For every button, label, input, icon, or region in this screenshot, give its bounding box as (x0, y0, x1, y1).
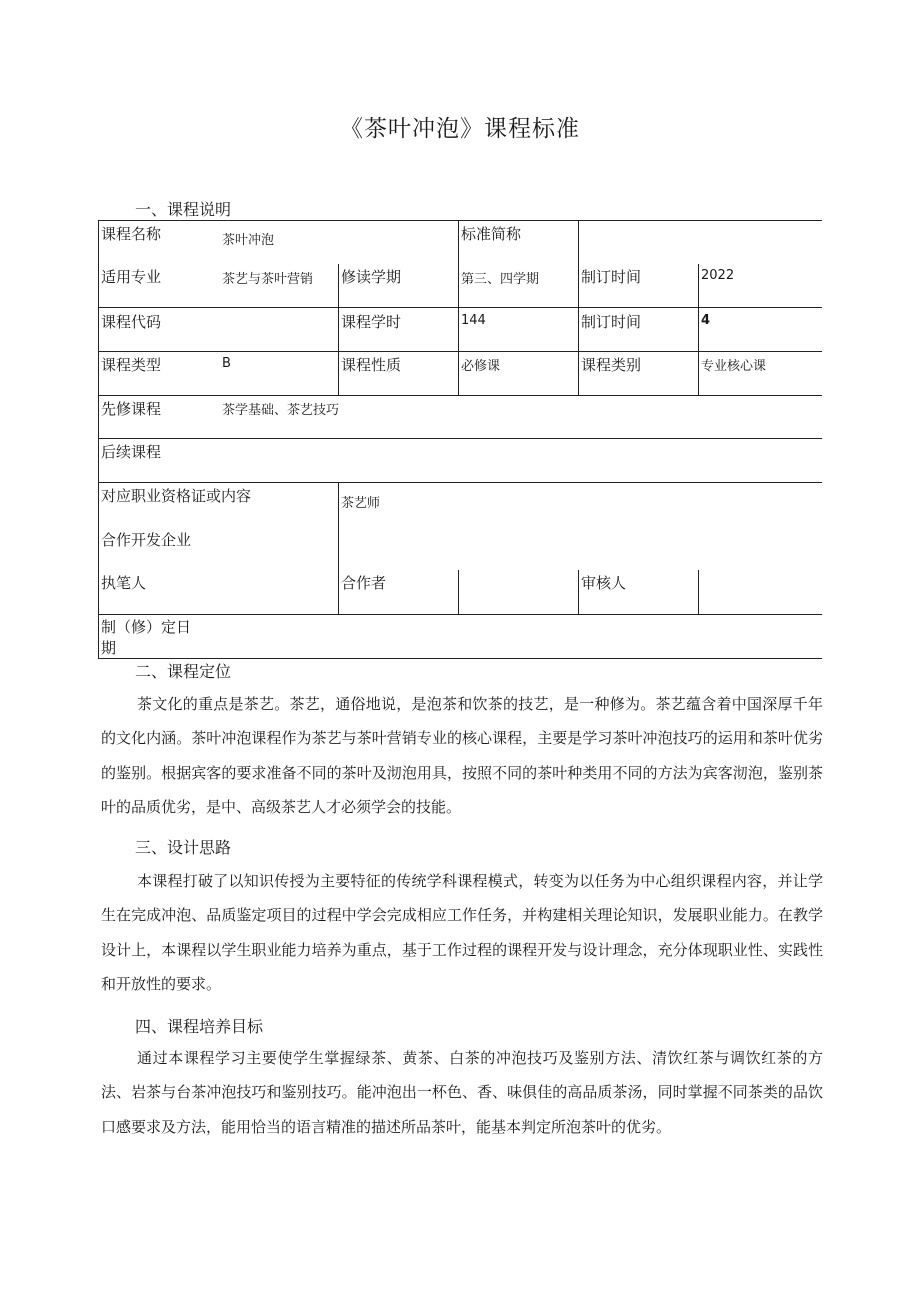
table-rule (98, 614, 822, 615)
section-heading-training-goals: 四、课程培养目标 (135, 1017, 264, 1036)
table-rule (338, 264, 339, 308)
table-rule (578, 570, 579, 614)
label-standard-abbr: 标准简称 (461, 225, 522, 243)
label-formulation-time-2: 制订时间 (581, 313, 642, 331)
table-rule (98, 482, 822, 483)
value-formulation-time-2: 4 (701, 313, 711, 328)
label-course-nature: 课程性质 (341, 356, 402, 374)
value-course-name: 茶叶冲泡 (222, 233, 275, 248)
label-formulation-time: 制订时间 (581, 268, 642, 286)
table-rule (98, 307, 822, 308)
label-course-code: 课程代码 (101, 313, 162, 331)
table-rule (98, 220, 822, 221)
label-course-hours: 课程学时 (341, 313, 402, 331)
table-rule (458, 220, 459, 395)
label-subsequent-courses: 后续课程 (101, 443, 162, 461)
value-prerequisite-courses: 茶学基础、茶艺技巧 (222, 403, 340, 418)
paragraph-training-goals: 通过本课程学习主要使学生掌握绿茶、黄茶、白茶的冲泡技巧及鉴别方法、清饮红茶与调饮红茶的方法、岩茶与台茶冲泡技巧和鉴别技巧。能冲泡出一杯色、香、味俱佳的高品质茶汤，同时掌握不同茶类的品饮口感要求及方法，能用恰当的语言精准的描述所品茶叶，能基本判定所泡茶叶的优劣。 (101, 1049, 823, 1136)
label-course-name: 课程名称 (101, 225, 162, 243)
section-heading-course-positioning: 二、课程定位 (135, 662, 232, 681)
label-cooperative-enterprise: 合作开发企业 (101, 531, 192, 549)
label-collaborator: 合作者 (341, 574, 387, 592)
table-rule (98, 438, 822, 439)
label-study-semester: 修读学期 (341, 268, 402, 286)
table-rule (578, 220, 579, 395)
value-course-nature: 必修课 (461, 359, 501, 374)
value-applicable-major: 茶艺与茶叶营销 (222, 272, 314, 287)
value-course-category: 专业核心课 (701, 359, 767, 374)
paragraph-design-ideas: 本课程打破了以知识传授为主要特征的传统学科课程模式，转变为以任务为中心组织课程内容，并让学生在完成冲泡、品质鉴定项目的过程中学会完成相应工作任务，并构建相关理论知识，发展职业能力。在教学设计上，本课程以学生职业能力培养为重点，基于工作过程的课程开发与设计理念，充分体现职业性、实践性和开放性的要求。 (101, 872, 823, 993)
value-qualification-certificate: 茶艺师 (341, 496, 381, 511)
value-course-hours: 144 (461, 313, 486, 328)
value-study-semester: 第三、四学期 (461, 272, 540, 287)
value-course-type: B (222, 356, 231, 371)
page-title: 《茶叶冲泡》课程标准 (340, 116, 580, 142)
table-rule (698, 570, 699, 614)
table-rule (338, 482, 339, 614)
label-reviewer: 审核人 (581, 574, 627, 592)
value-formulation-time: 2022 (701, 268, 735, 283)
table-rule (698, 264, 699, 395)
label-qualification-certificate: 对应职业资格证或内容 (101, 487, 252, 505)
table-rule (98, 220, 99, 658)
table-rule (98, 351, 822, 352)
section-heading-course-description: 一、课程说明 (135, 200, 232, 219)
label-revision-date-line2: 期 (101, 639, 117, 657)
label-applicable-major: 适用专业 (101, 268, 162, 286)
label-author: 执笔人 (101, 574, 147, 592)
paragraph-course-positioning: 茶文化的重点是茶艺。茶艺，通俗地说，是泡茶和饮茶的技艺，是一种修为。茶艺蕴含着中国深厚千年的文化内涵。茶叶冲泡课程作为茶艺与茶叶营销专业的核心课程，主要是学习茶叶冲泡技巧的运用和茶叶优劣的鉴别。根据宾客的要求准备不同的茶叶及沏泡用具，按照不同的茶叶种类用不同的方法为宾客沏泡，鉴别茶叶的品质优劣，是中、高级茶艺人才必须学会的技能。 (101, 695, 823, 816)
table-rule (338, 307, 339, 395)
label-course-type: 课程类型 (101, 356, 162, 374)
table-rule (98, 395, 822, 396)
label-course-category: 课程类别 (581, 356, 642, 374)
section-heading-design-ideas: 三、设计思路 (135, 838, 232, 857)
table-rule (458, 570, 459, 614)
label-revision-date-line1: 制（修）定日 (101, 618, 192, 636)
label-prerequisite-courses: 先修课程 (101, 400, 162, 418)
